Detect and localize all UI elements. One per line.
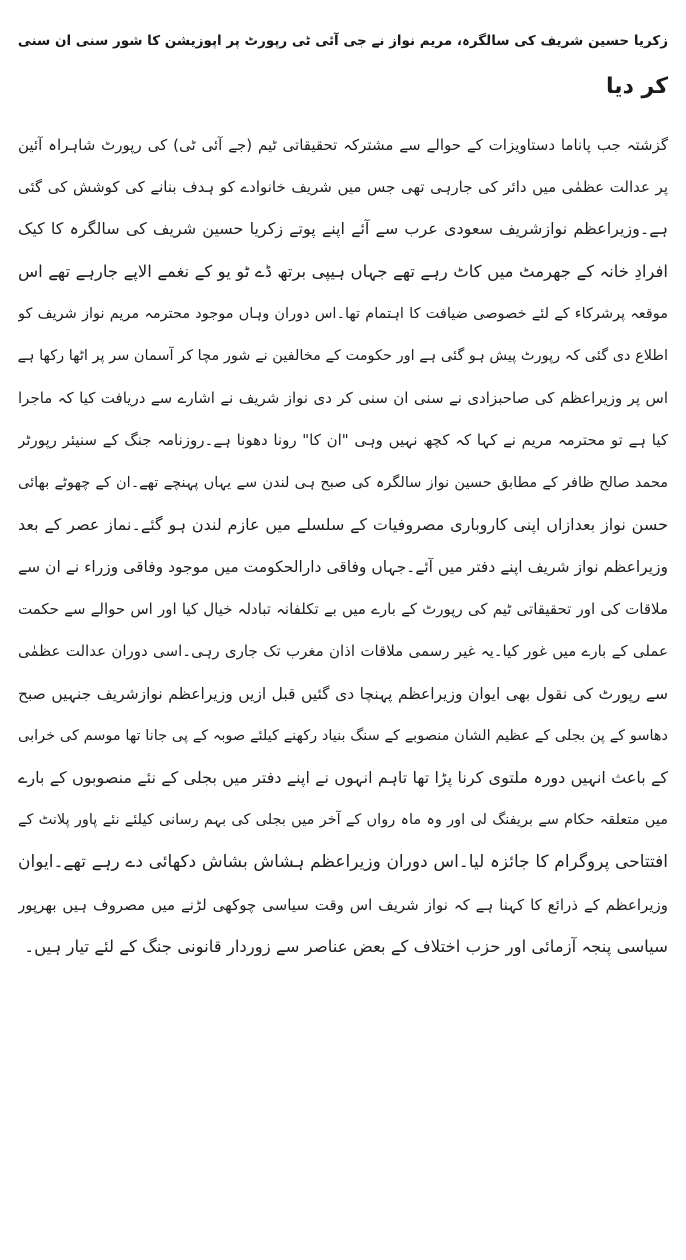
body-line: گزشتہ جب پاناما دستاویزات کے حوالے سے مشترکہ تحقیقاتی ٹیم (جے آئی ٹی) کی رپورٹ شاہراہ آئین bbox=[18, 136, 668, 154]
body-line: افرادِ خانہ کے جھرمٹ میں کاٹ رہے تھے جہاں ہیپی برتھ ڈے ٹو یو کے نغمے الاپے جارہے تھے اس bbox=[18, 261, 668, 281]
body-line: اس پر وزیراعظم کی صاحبزادی نے سنی ان سنی کر دی نواز شریف نے اشارے سے دریافت کیا کہ ماجرا bbox=[18, 389, 668, 408]
body-line: محمد صالح ظافر کے مطابق حسین نواز سالگرہ کی صبح ہی لندن سے یہاں پہنچے تھے۔ان کے چھوٹے بھائی bbox=[18, 474, 668, 491]
headline-line: زکریا حسین شریف کی سالگرہ، مریم نواز نے جی آئی ٹی رپورٹ پر اپوزیشن کا شور سنی ان سنی bbox=[17, 33, 668, 49]
body-line: حسن نواز بعدازاں اپنی کاروباری مصروفیات کے سلسلے میں عازم لندن ہو گئے۔نماز عصر کے بعد bbox=[18, 514, 668, 534]
body-line: سیاسی پنجہ آزمائی اور حزب اختلاف کے بعض عناصر سے زوردار قانونی جنگ کے لئے تیار ہیں۔ bbox=[24, 936, 668, 956]
body-line: موقعہ پرشرکاء کے لئے خصوصی ضیافت کا اہتمام تھا۔اس دوران وہاں موجود محترمہ مریم نواز شریف کو bbox=[18, 305, 668, 322]
article-headline bbox=[18, 18, 668, 110]
body-line: سے رپورٹ کی نقول بھی ایوان وزیراعظم پہنچا دی گئیں قبل ازیں وزیراعظم نوازشریف جنہیں صبح bbox=[18, 684, 668, 703]
body-line: دھاسو کے پن بجلی کے عظیم الشان منصوبے کے سنگ بنیاد رکھنے کیلئے صوبہ کے پی جانا تھا موسم کی خرابی bbox=[18, 727, 668, 744]
body-line: وزیراعظم کے ذرائع کا کہنا ہے کہ نواز شریف اس وقت سیاسی چوکھی لڑنے میں مصروف ہیں بھرپور bbox=[18, 895, 668, 914]
headline-line: کر دیا bbox=[606, 74, 668, 99]
body-line: پر عدالت عظمٰی میں دائر کی جارہی تھی جس میں شریف خانوادے کو ہدف بنانے کی کوشش کی گئی bbox=[18, 178, 668, 197]
body-line: کیا ہے تو محترمہ مریم نے کہا کہ کچھ نہیں وہی "ان کا" رونا دھونا ہے۔روزنامہ جنگ کے سنیئر رپورٹر bbox=[18, 431, 668, 450]
body-line: وزیراعظم نواز شریف اپنے دفتر میں آئے۔جہاں وفاقی دارالحکومت میں موجود وفاقی وزراء نے ان سے bbox=[18, 558, 668, 577]
body-line: ہے۔وزیراعظم نوازشریف سعودی عرب سے آئے اپنے پوتے زکریا حسین شریف کی سالگرہ کا کیک bbox=[18, 219, 668, 239]
body-line: کے باعث انہیں دورہ ملتوی کرنا پڑا تھا تاہم انہوں نے اپنے دفتر میں بجلی کے نئے منصوبوں کے بارے bbox=[18, 768, 668, 788]
body-line: عملی کے بارے میں غور کیا۔یہ غیر رسمی ملاقات اذان مغرب تک جاری رہی۔اسی دوران عدالت عظمٰی bbox=[18, 642, 668, 661]
body-line: ملاقات کی اور تحقیقاتی ٹیم کی رپورٹ کے بارے میں بے تکلفانہ تبادلہ خیال کیا اور اس حوالے سے حکمت bbox=[18, 600, 668, 619]
body-line: افتتاحی پروگرام کا جائزہ لیا۔اس دوران وزیراعظم ہشاش بشاش دکھائی دے رہے تھے۔ایوان bbox=[18, 852, 668, 873]
article-body bbox=[18, 124, 668, 968]
body-line: میں متعلقہ حکام سے بریفنگ لی اور وہ ماہ رواں کے آخر میں بجلی کی بہم رسانی کیلئے نئے پاور پلانٹ کے bbox=[18, 812, 668, 829]
body-line: اطلاع دی گئی کہ رپورٹ پیش ہو گئی ہے اور حکومت کے مخالفین نے شور مچا کر آسمان سر پر اٹھا رکھا ہے bbox=[18, 348, 668, 365]
